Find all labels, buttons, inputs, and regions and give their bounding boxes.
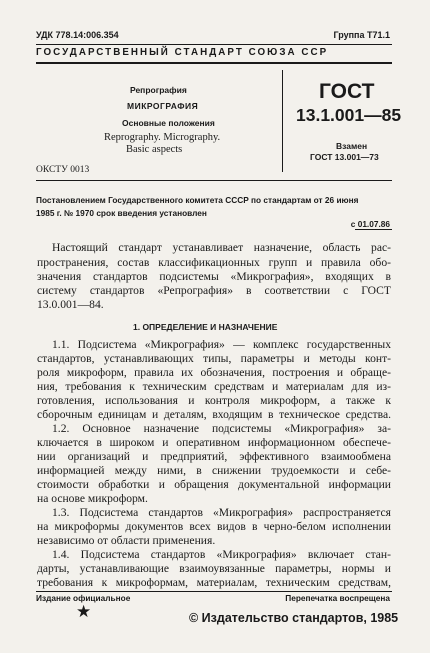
p1-1-line: роля микроформ, правила их обозначения, построения и обраще- bbox=[37, 366, 391, 379]
gost-number: 13.1.001—85 bbox=[296, 105, 402, 125]
udk-code: УДК 778.14:006.354 bbox=[36, 30, 119, 40]
p1-3-line: независимо от области применения. bbox=[37, 534, 216, 547]
okstu-code: ОКСТУ 0013 bbox=[36, 165, 90, 175]
intro-line: пространения, состав классификационных групп и правила обо- bbox=[37, 256, 391, 269]
p1-2-line: на основе микроформ. bbox=[37, 492, 148, 505]
p1-1-line: стандартов, устанавливающих типы, параметры и методы конт- bbox=[37, 352, 391, 365]
p1-4-line: 1.4. Подсистема стандартов «Микрография» включает стан- bbox=[52, 548, 391, 561]
p1-2-line: информацией между ними, в снижении трудоемкости и себе- bbox=[37, 464, 391, 477]
title-english-2: Basic aspects bbox=[126, 144, 183, 155]
replaces-value: ГОСТ 13.001—73 bbox=[310, 152, 379, 162]
intro-line: Настоящий стандарт устанавливает назначение, область рас- bbox=[52, 241, 391, 254]
p1-2-line: нии организаций и предприятий, эффективного взаимообмена bbox=[37, 450, 391, 463]
copyright: © Издательство стандартов, 1985 bbox=[189, 611, 399, 625]
p1-3-line: 1.3. Подсистема стандартов «Микрография» распространяется bbox=[52, 506, 391, 519]
title-english-1: Reprography. Micrography. bbox=[104, 132, 221, 143]
p1-3-line: на микроформы документов всех видов в черно-белом исполнении bbox=[37, 520, 391, 533]
decree-line-1: Постановлением Государственного комитета СССР по стандартам от 26 июня bbox=[36, 195, 359, 205]
decree-date-underline bbox=[355, 229, 392, 230]
title-divider bbox=[282, 70, 283, 172]
header-rule-bottom bbox=[36, 62, 392, 64]
p1-2-line: 1.2. Основное назначение подсистемы «Микрография» за- bbox=[52, 422, 391, 435]
p1-2-line: стоимости обработки и обращения документальной информации bbox=[37, 478, 391, 491]
star-icon: ★ bbox=[76, 602, 92, 621]
p1-4-line: дарты, устанавливающие взаимоувязанные параметры, нормы и bbox=[37, 562, 391, 575]
header-rule-top bbox=[36, 44, 392, 45]
p1-4-line: требования к микроформам, материалам, техническим средствам, bbox=[37, 576, 391, 589]
section-1-heading: 1. ОПРЕДЕЛЕНИЕ И НАЗНАЧЕНИЕ bbox=[133, 322, 278, 332]
official-edition: Издание официальное bbox=[36, 593, 131, 603]
intro-line: 13.0.001—84. bbox=[37, 298, 104, 311]
p1-1-line: сборочным единицам и деталям, входящим в техническое средства. bbox=[37, 408, 391, 421]
title-reprography: Репрография bbox=[130, 85, 187, 95]
state-standard-banner: ГОСУДАРСТВЕННЫЙ СТАНДАРТ СОЮЗА ССР bbox=[36, 47, 329, 58]
replaces-label: Взамен bbox=[336, 141, 368, 151]
intro-line: систему стандартов «Репрография» в соответствии с ГОСТ bbox=[37, 284, 391, 297]
p1-1-line: готовления, использования и контроля микроформ, а также к bbox=[37, 394, 391, 407]
okstu-rule bbox=[36, 180, 392, 181]
decree-date: с 01.07.86 bbox=[350, 219, 390, 229]
title-micrography: МИКРОГРАФИЯ bbox=[127, 101, 199, 111]
footer-rule bbox=[36, 591, 392, 592]
title-basic-provisions: Основные положения bbox=[122, 118, 215, 128]
reprint-prohibited: Перепечатка воспрещена bbox=[285, 593, 390, 603]
intro-line: значения стандартов подсистемы «Микрография», входящих в bbox=[37, 270, 391, 283]
p1-2-line: ключается в широком и оперативном информационном обеспече- bbox=[37, 436, 391, 449]
decree-line-2: 1985 г. № 1970 срок введения установлен bbox=[36, 208, 207, 218]
gost-label: ГОСТ bbox=[319, 80, 375, 103]
p1-1-line: ния, требования к техническим средствам и материалам для из- bbox=[37, 380, 391, 393]
group-code: Группа Т71.1 bbox=[333, 30, 390, 40]
p1-1-line: 1.1. Подсистема «Микрография» — комплекс государственных bbox=[52, 338, 391, 351]
